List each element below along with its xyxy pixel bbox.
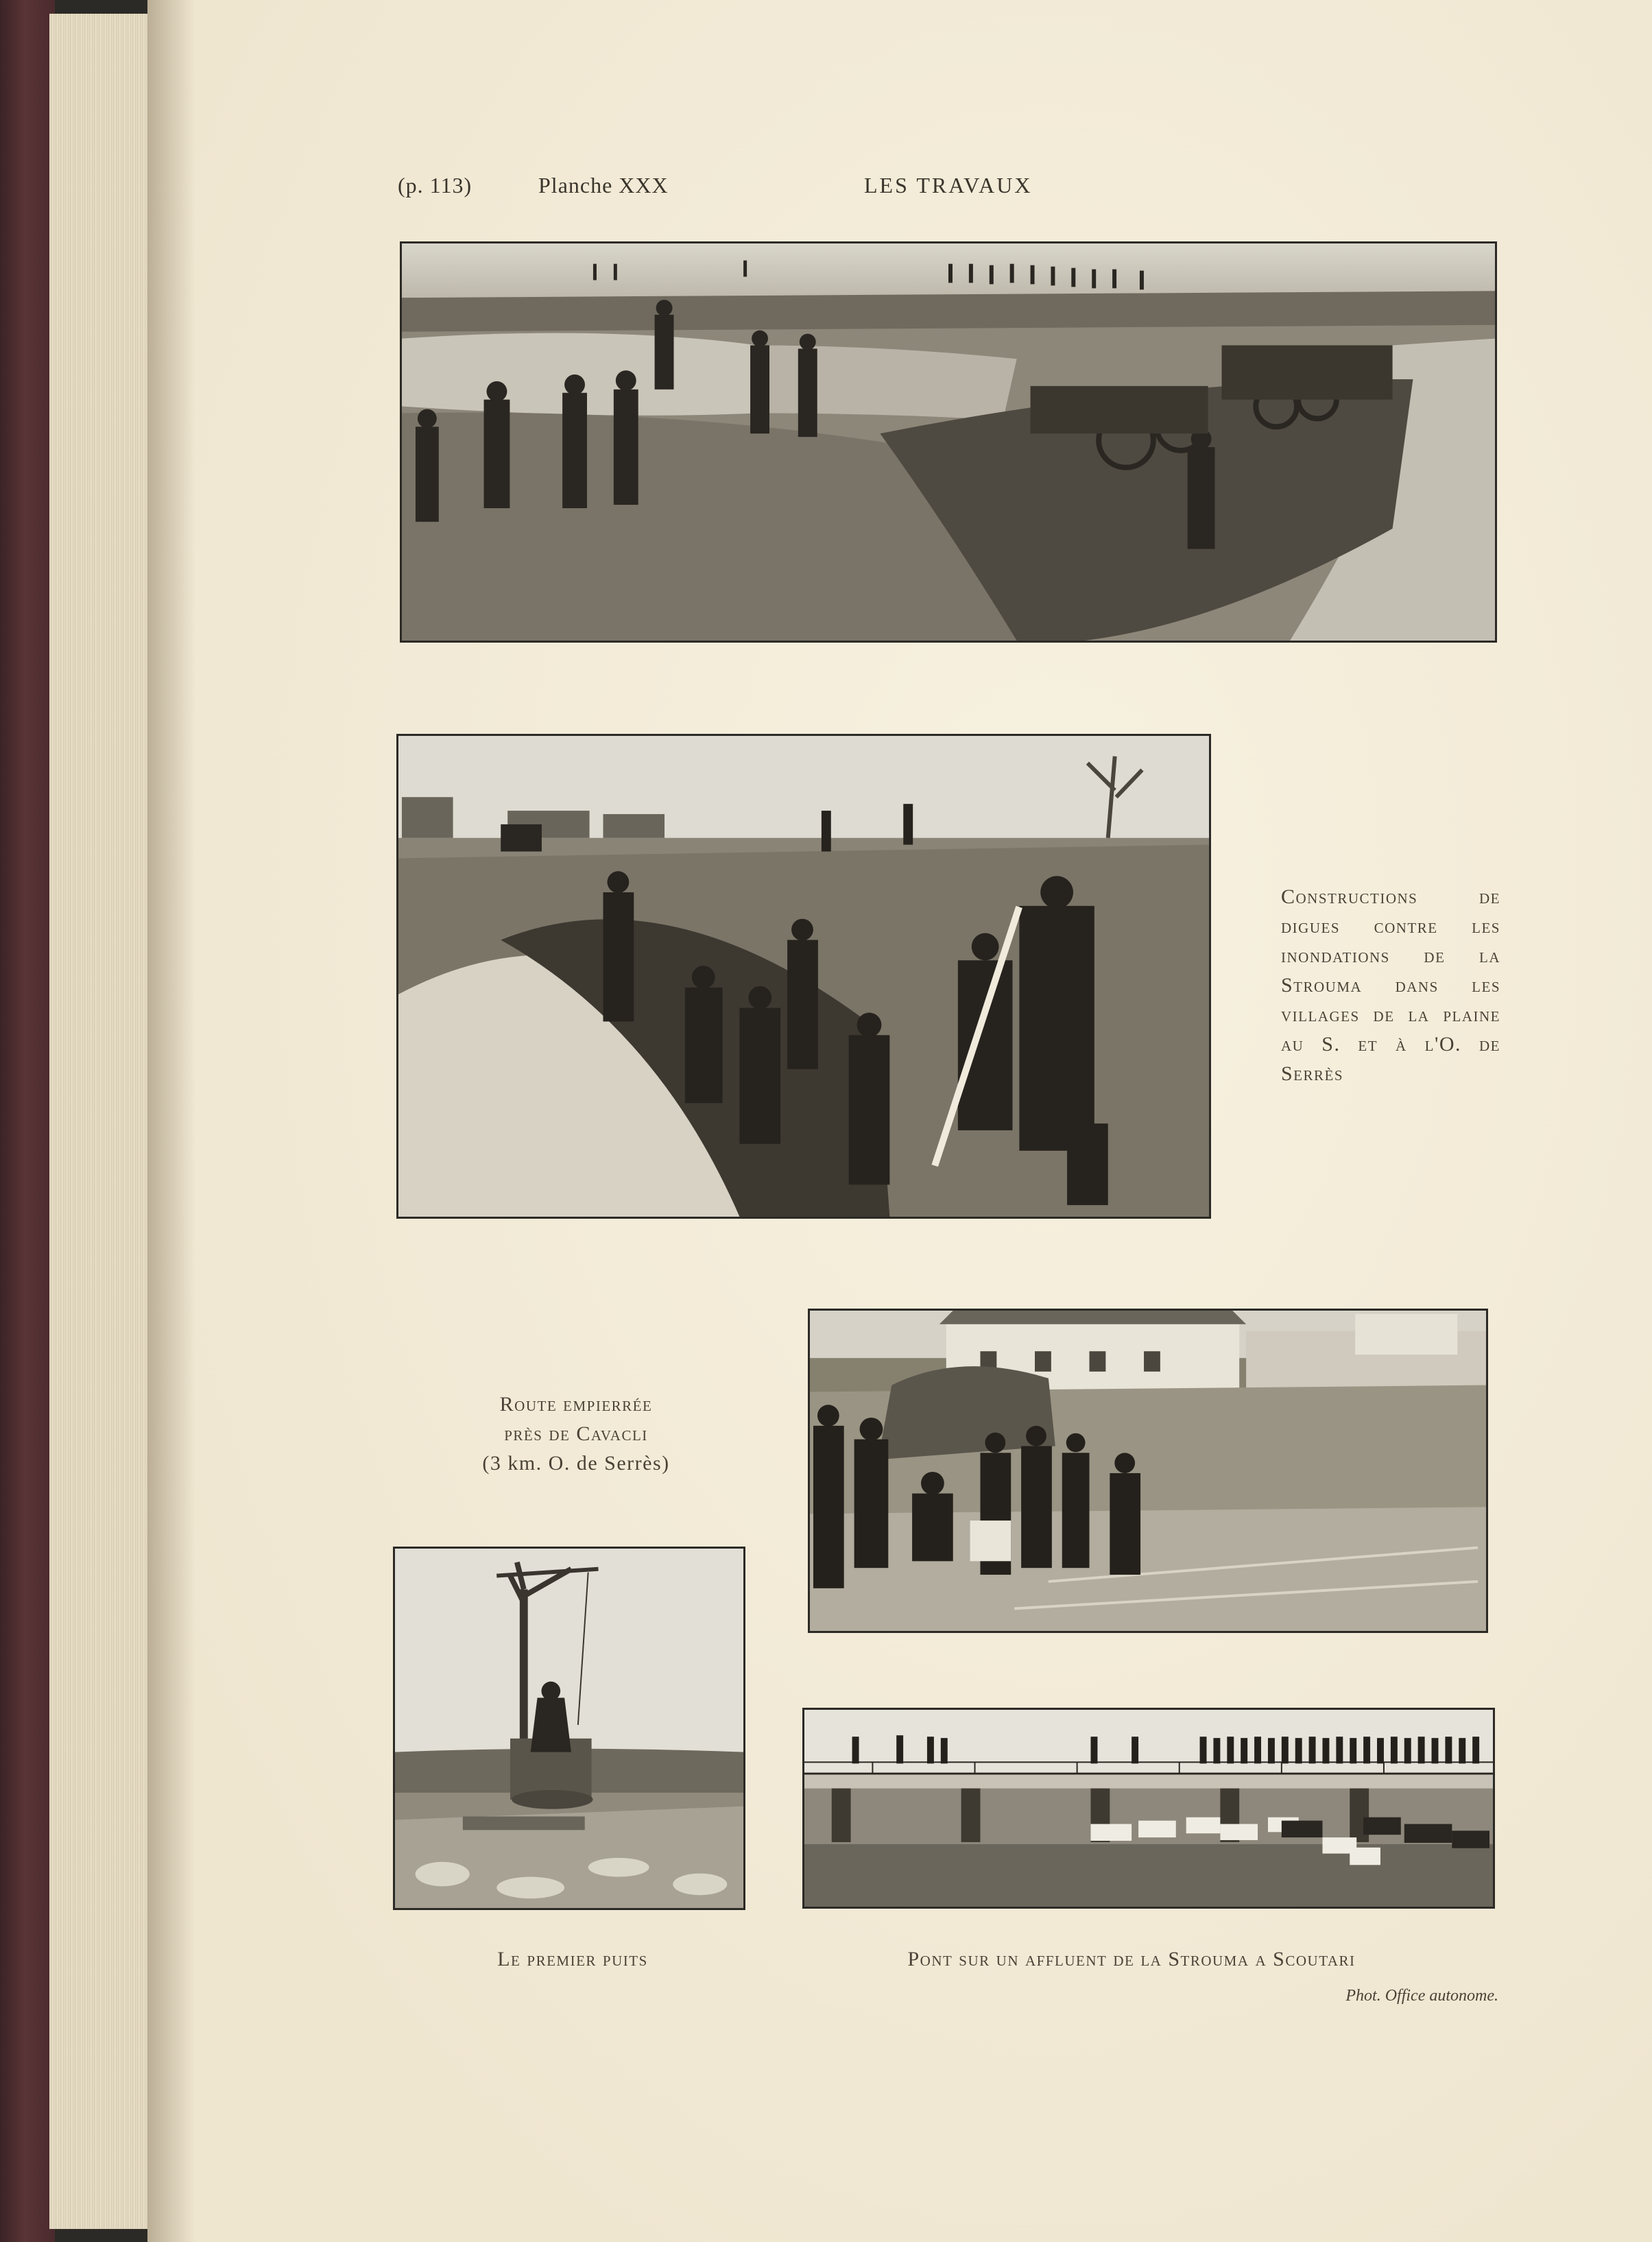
caption-paved-road <box>439 1390 713 1478</box>
photo-road-image <box>810 1311 1486 1631</box>
photo-well <box>393 1547 745 1910</box>
gutter-shadow <box>147 0 195 2242</box>
page-reference: (p. 113) <box>398 173 472 198</box>
caption-route-line-3: (3 km. O. de Serrès) <box>482 1452 670 1475</box>
photo-well-image <box>395 1549 743 1908</box>
page-edges <box>49 14 152 2229</box>
running-header <box>398 173 1056 207</box>
photo-embankment-workers <box>400 241 1497 643</box>
caption-dike-construction: Constructions de digues contre les inondations de la Strouma dans les villages de la plaine au S. et à l'O. de Serrès <box>1281 885 1500 1085</box>
caption-bridge: Pont sur un affluent de la Strouma a Scoutari <box>907 1948 1356 1970</box>
photo-bridge-image <box>804 1710 1493 1907</box>
caption-first-well: Le premier puits <box>497 1948 648 1970</box>
photo-embankment-image <box>402 243 1495 641</box>
photo-trench-image <box>398 736 1209 1217</box>
caption-route-line-1: Route empierrée <box>499 1393 653 1416</box>
photo-road-workers <box>808 1309 1488 1633</box>
photo-credit: Phot. Office autonome. <box>1345 1987 1498 2005</box>
caption-route-line-2: près de Cavacli <box>504 1422 648 1445</box>
section-title: LES TRAVAUX <box>864 173 1033 198</box>
plate-number: Planche XXX <box>538 173 669 198</box>
photo-bridge <box>802 1708 1495 1909</box>
photo-dike-trench <box>396 734 1211 1219</box>
book-binding <box>0 0 55 2242</box>
